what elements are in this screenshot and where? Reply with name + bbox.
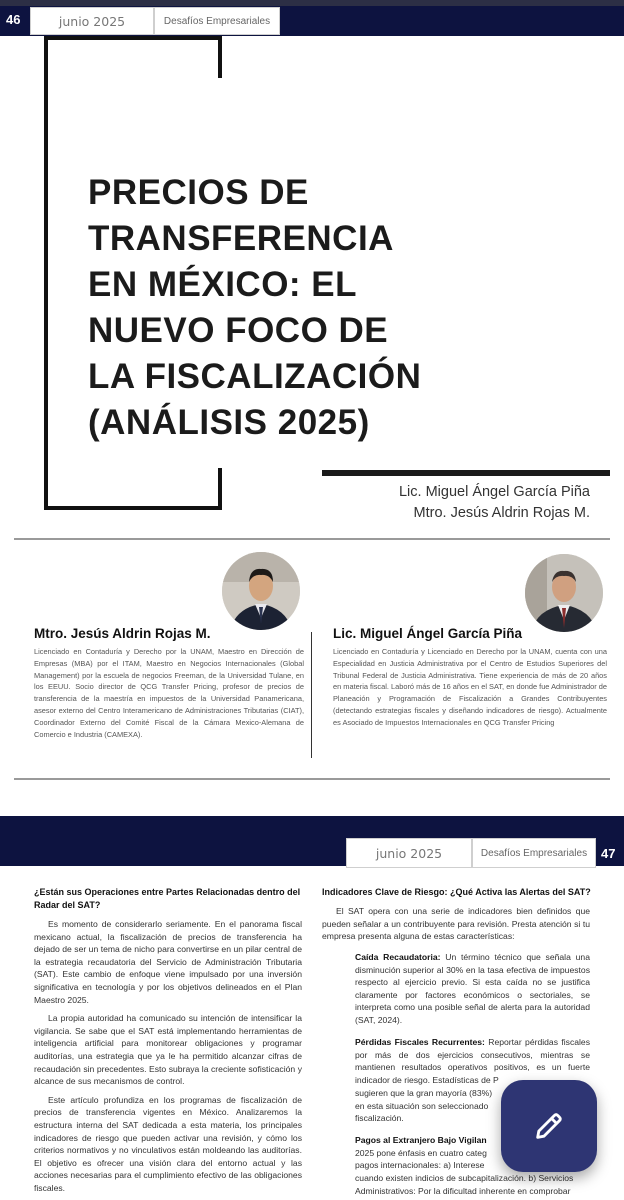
body-paragraph: La propia autoridad ha comunicado su intención de intensificar la vigilancia. Se sabe que el SAT está implementando herramientas de inteligencia artificial para monitorear obligaciones y programar auditorías, una estrategia que ya le ha permitido alcanzar cifras de recaudación sin precedentes. Esto subraya la creciente sofisticación y alcance de sus mecanismos de control. [34,1013,302,1087]
title-line: LA FISCALIZACIÓN [88,357,422,396]
section-separator [14,538,610,540]
text-line: pagos internacionales: a) Interese [355,1160,485,1171]
page-number: 46 [6,12,21,27]
bio-text-rojas: Licenciado en Contaduría y Derecho por la UNAM, Maestro en Dirección de Empresas (MBA) por el ITAM, Maestro en Negocios Internacionales (Global Management) por la escuela de negocios Freeman, de la Universidad Tulane, en los EEUU. Socio director de QCG Transfer Pricing, profesor de precios de transferencia de la maestría en impuestos de la Universidad Panamericana, asesor externo del Centro Interamericano de Administraciones Tributarias (CIAT), Coordinador Externo del Comité Fiscal de la Cámara Mexico-Alemana de Comercio e Industria (CAMEXA). [34,647,304,739]
text-line: 2025 pone énfasis en cuatro categ [355,1147,487,1158]
author-photo-rojas [222,552,300,630]
title-frame-bottom [44,506,222,510]
header-section-label-47: Desafíos Empresariales [480,847,588,859]
title-line: NUEVO FOCO DE [88,311,389,350]
article-title [88,170,518,446]
header-date-label: junio 2025 [58,13,126,29]
header-top-rule [0,0,624,6]
header-date-47 [346,838,472,868]
author-byline-1: Lic. Miguel Ángel García Piña [398,484,590,500]
header-date-label-47: junio 2025 [375,845,443,861]
indicator-item-pagos [355,1134,505,1172]
title-frame-right-top [218,36,222,78]
text-line: sugieren que la gran mayoría (83%) [355,1088,493,1098]
title-frame-left [44,36,48,510]
text-line: fiscalización. [355,1113,404,1124]
bio-name-rojas: Mtro. Jesús Aldrin Rojas M. [34,626,211,641]
body-paragraph: Este artículo profundiza en los programas de fiscalización de precios de transferencia vigentes en México. Analizaremos la estructura interna del SAT dedicada a esta materia, los principales indicadores de riesgo que pueden activar una revisión, y cómo los criterios normativos y no vinculativos están moldeando las auditorías. El objetivo es ofrecer una visión clara del entorno actual y las acciones necesarias para el cumplimiento efectivo de las obligaciones fiscales. [34,1094,302,1193]
header-section-label: Desafíos Empresariales [163,15,271,27]
title-frame-top [44,36,222,40]
left-column-body [34,918,302,1200]
pencil-icon [532,1109,566,1143]
title-line: PRECIOS DE [88,173,309,212]
header-top-strip-47 [0,816,624,838]
title-frame-right-bottom [218,468,222,510]
indicator-title: Pagos al Extranjero Bajo Vigilan [355,1135,487,1145]
bio-column-divider [311,632,312,758]
section-heading-indicators: Indicadores Clave de Riesgo: ¿Qué Activa las Alertas del SAT? [322,887,591,897]
body-paragraph: Es momento de considerarlo seriamente. En el panorama fiscal mexicano actual, la fiscalización de precios de transferencia ha dejado de ser un tema de nicho para convertirse en un pilar central de la estrategia recaudatoria del Servicio de Administración Tributaria (SAT). Este cambio de enfoque viene impulsado por una inversión significativa en tecnología y por los objetivos delineados en el Plan Maestro 2025. [34,919,302,1005]
indicator-perdidas-continued [355,1087,505,1125]
header-date [30,7,154,35]
bio-text-garcia: Licenciado en Contaduría y Licenciado en Derecho por la UNAM, cuenta con una Especialidad en Justicia Administrativa por el Centro de Estudios Superiores del Tribunal Federal de Justicia Administrativa. Tiene experiencia de más de 20 años en materia fiscal. Laboró más de 16 años en el SAT, en donde fue Administrador de Planeación y Programación de Fiscalización a Grandes Contribuyentes (detectando estrategias fiscales y diseñando indicadores de riesgo). Actualmente es Asociado de Impuestos Internacionales en QCG Transfer Pricing [333,647,607,727]
indicators-intro: El SAT opera con una serie de indicadores bien definidos que pueden señalar a un contribuyente para revisión. Presta atención si tu empresa presenta alguna de estas características: [322,906,590,942]
text-line: Administrativos: Por la dificultad inherente en comprobar [355,1185,571,1196]
indicator-title: Caída Recaudatoria: [355,952,441,962]
indicator-pagos-continued [355,1172,590,1197]
title-line: EN MÉXICO: EL [88,265,358,304]
title-line: (ANÁLISIS 2025) [88,403,370,442]
author-byline-2: Mtro. Jesús Aldrin Rojas M. [413,505,590,521]
author-photo-garcia [525,554,603,632]
title-line: TRANSFERENCIA [88,219,394,258]
page-bottom-rule [14,778,610,780]
indicator-text: Reportar pérdidas fiscales por más de dos ejercicios consecutivos, mientras se mantienen resultados operativos positivos, es un fuerte indicador de riesgo. Estadísticas de P [355,1037,590,1085]
page-number-47: 47 [601,846,616,861]
edit-fab-button[interactable] [501,1080,597,1172]
indicator-title: Pérdidas Fiscales Recurrentes: [355,1037,485,1047]
section-heading-radar: ¿Están sus Operaciones entre Partes Relacionadas dentro del Radar del SAT? [34,887,301,910]
header-section-47 [472,838,596,868]
indicator-item-caida [355,951,590,1027]
bio-name-garcia: Lic. Miguel Ángel García Piña [333,626,523,641]
title-underline-rule [322,470,610,476]
indicator-text: Un término técnico que señala una disminución superior al 30% en la tasa efectiva de impuestos respecto al ejercicio previo. Si esta caída no se justifica claramente por factores económicos o sectoriales, se interpreta como una posible señal de alerta para la autoridad (SAT, 2024). [355,952,590,1025]
text-line: en esta situación son seleccionado [355,1100,489,1111]
indicator-item-perdidas [355,1036,590,1086]
header-section [154,7,280,35]
text-line: cuando existen indicios de subcapitalización. b) Servicios [355,1173,574,1183]
